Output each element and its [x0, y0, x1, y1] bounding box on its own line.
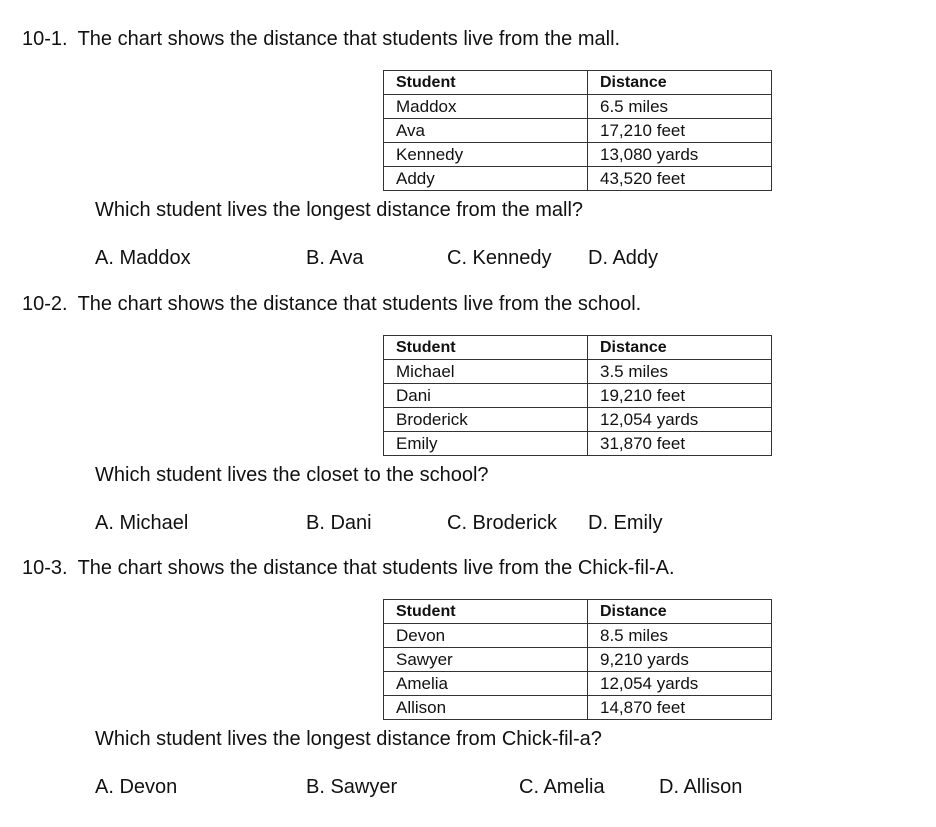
distance-cell: 14,870 feet	[588, 696, 772, 720]
answer-choice[interactable]: B. Sawyer	[306, 776, 398, 798]
table-row	[384, 384, 772, 408]
question-title	[22, 557, 675, 580]
answer-choice[interactable]: B. Dani	[306, 512, 372, 534]
table-row	[384, 624, 772, 648]
answer-choice[interactable]: D. Addy	[588, 247, 659, 269]
student-cell: Allison	[384, 696, 588, 720]
student-cell: Ava	[384, 119, 588, 143]
table-header-row	[384, 600, 772, 624]
table-header-row	[384, 71, 772, 95]
column-header: Distance	[588, 600, 772, 624]
table-row	[384, 119, 772, 143]
question-section	[0, 277, 936, 542]
question-number: 10-2.	[22, 293, 68, 315]
question-text: Which student lives the closet to the school?	[95, 464, 489, 486]
distance-cell: 12,054 yards	[588, 408, 772, 432]
distance-cell: 19,210 feet	[588, 384, 772, 408]
table-row	[384, 167, 772, 191]
student-cell: Addy	[384, 167, 588, 191]
answer-choice[interactable]: A. Devon	[95, 776, 178, 798]
question-section	[0, 541, 936, 806]
distance-table	[383, 70, 772, 191]
answer-choice[interactable]: A. Maddox	[95, 247, 191, 269]
answer-choice[interactable]: C. Amelia	[519, 776, 605, 798]
student-cell: Emily	[384, 432, 588, 456]
question-title	[22, 293, 641, 316]
question-number: 10-1.	[22, 28, 68, 50]
table-row	[384, 143, 772, 167]
distance-cell: 12,054 yards	[588, 672, 772, 696]
answer-choice[interactable]: D. Allison	[659, 776, 743, 798]
student-cell: Maddox	[384, 95, 588, 119]
column-header: Distance	[588, 71, 772, 95]
table-row	[384, 408, 772, 432]
table-row	[384, 672, 772, 696]
answer-choice[interactable]: C. Kennedy	[447, 247, 552, 269]
column-header: Student	[384, 71, 588, 95]
student-cell: Sawyer	[384, 648, 588, 672]
question-text: Which student lives the longest distance from Chick-fil-a?	[95, 728, 602, 750]
column-header: Student	[384, 600, 588, 624]
question-prompt: The chart shows the distance that students live from the mall.	[77, 28, 621, 50]
distance-cell: 3.5 miles	[588, 360, 772, 384]
table-header-row	[384, 336, 772, 360]
question-section	[0, 12, 936, 277]
answer-choice[interactable]: A. Michael	[95, 512, 189, 534]
table-row	[384, 432, 772, 456]
student-cell: Kennedy	[384, 143, 588, 167]
column-header: Distance	[588, 336, 772, 360]
distance-cell: 43,520 feet	[588, 167, 772, 191]
distance-cell: 13,080 yards	[588, 143, 772, 167]
question-text: Which student lives the longest distance from the mall?	[95, 199, 584, 221]
answer-choice[interactable]: B. Ava	[306, 247, 364, 269]
distance-table	[383, 335, 772, 456]
table-row	[384, 95, 772, 119]
answer-choice[interactable]: D. Emily	[588, 512, 663, 534]
table-row	[384, 696, 772, 720]
question-prompt: The chart shows the distance that students live from the school.	[77, 293, 642, 315]
distance-cell: 8.5 miles	[588, 624, 772, 648]
question-title	[22, 28, 620, 51]
student-cell: Dani	[384, 384, 588, 408]
student-cell: Broderick	[384, 408, 588, 432]
question-prompt: The chart shows the distance that students live from the Chick-fil-A.	[77, 557, 675, 579]
distance-cell: 6.5 miles	[588, 95, 772, 119]
column-header: Student	[384, 336, 588, 360]
distance-cell: 31,870 feet	[588, 432, 772, 456]
distance-cell: 9,210 yards	[588, 648, 772, 672]
table-row	[384, 648, 772, 672]
student-cell: Amelia	[384, 672, 588, 696]
distance-cell: 17,210 feet	[588, 119, 772, 143]
table-row	[384, 360, 772, 384]
student-cell: Devon	[384, 624, 588, 648]
answer-choice[interactable]: C. Broderick	[447, 512, 558, 534]
question-number: 10-3.	[22, 557, 68, 579]
distance-table	[383, 599, 772, 720]
student-cell: Michael	[384, 360, 588, 384]
